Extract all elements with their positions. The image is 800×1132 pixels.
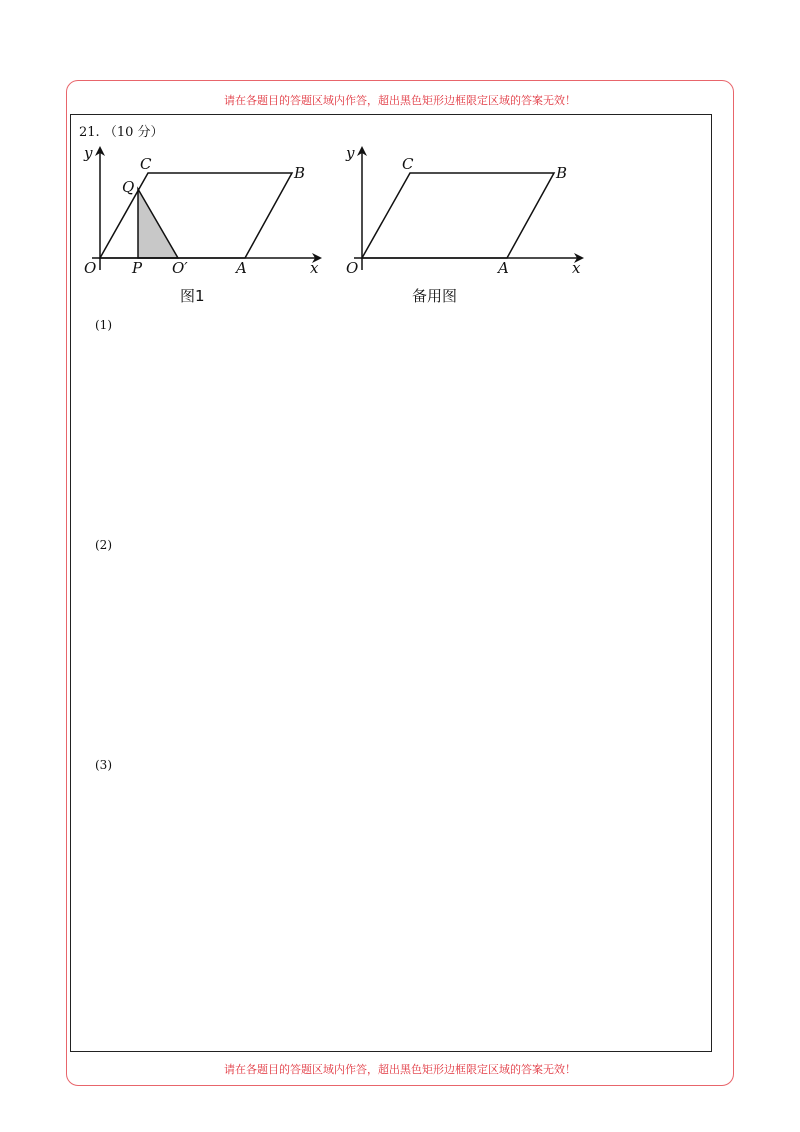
question-number: 21. bbox=[79, 125, 100, 140]
label-a: A bbox=[236, 259, 247, 277]
label-a: A bbox=[498, 259, 509, 277]
label-o: O bbox=[346, 259, 359, 277]
label-y: y bbox=[84, 144, 93, 162]
part-1-label: (1) bbox=[95, 318, 112, 332]
figure-1 bbox=[78, 140, 328, 280]
shaded-triangle bbox=[138, 189, 178, 258]
bottom-warning: 请在各题目的答题区域内作答，超出黑色矩形边框限定区域的答案无效！ bbox=[224, 1063, 576, 1076]
label-o-prime: O′ bbox=[172, 259, 188, 277]
label-b: B bbox=[294, 164, 306, 182]
figure-1-caption: 图1 bbox=[180, 287, 205, 305]
question-score: （10 分） bbox=[103, 125, 164, 140]
parallelogram-oabc bbox=[362, 173, 554, 258]
label-y: y bbox=[346, 144, 355, 162]
top-warning: 请在各题目的答题区域内作答，超出黑色矩形边框限定区域的答案无效！ bbox=[224, 94, 576, 107]
label-p: P bbox=[132, 259, 143, 277]
label-c: C bbox=[402, 155, 414, 173]
label-c: C bbox=[140, 155, 152, 173]
label-x: x bbox=[310, 259, 319, 277]
question-header bbox=[79, 121, 164, 140]
part-3-label: (3) bbox=[95, 758, 112, 772]
label-o: O bbox=[84, 259, 97, 277]
label-x: x bbox=[572, 259, 581, 277]
label-b: B bbox=[556, 164, 568, 182]
part-2-label: (2) bbox=[95, 538, 112, 552]
figure-2 bbox=[340, 140, 590, 280]
label-q: Q bbox=[122, 178, 135, 196]
figure-2-caption: 备用图 bbox=[412, 287, 458, 305]
